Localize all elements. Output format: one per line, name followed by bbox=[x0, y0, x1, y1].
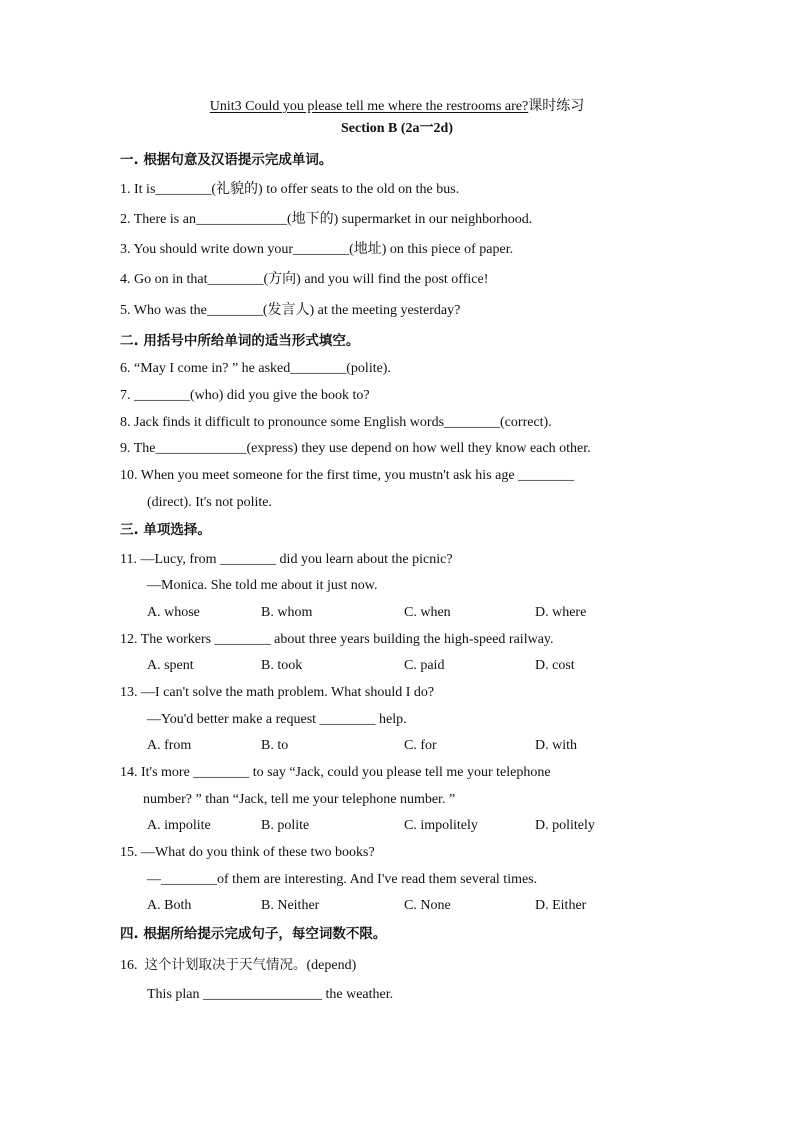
option-a: A. whose bbox=[147, 605, 200, 620]
option-c: C. for bbox=[404, 738, 437, 753]
question-6: 6. “May I come in? ” he asked________(polite). bbox=[120, 361, 391, 376]
option-b: B. Neither bbox=[261, 898, 320, 913]
section-subtitle: Section B (2a一2d) bbox=[341, 121, 453, 136]
question-13-reply: —You'd better make a request ________ help. bbox=[147, 712, 407, 727]
title-suffix: 课时练习 bbox=[528, 99, 585, 114]
question-13: 13. —I can't solve the math problem. What should I do? bbox=[120, 685, 435, 700]
option-b: B. whom bbox=[261, 605, 313, 620]
section-3-heading: 三. 单项选择。 bbox=[120, 522, 211, 538]
worksheet-title bbox=[0, 98, 794, 116]
option-c: C. when bbox=[404, 605, 451, 620]
question-10-continuation: (direct). It's not polite. bbox=[147, 495, 272, 510]
option-c: C. impolitely bbox=[404, 818, 478, 833]
option-a: A. impolite bbox=[147, 818, 211, 833]
question-11-reply: —Monica. She told me about it just now. bbox=[147, 578, 378, 593]
question-7: 7. ________(who) did you give the book to? bbox=[120, 388, 370, 403]
question-15-reply: —________of them are interesting. And I've read them several times. bbox=[147, 872, 538, 887]
question-1: 1. It is________(礼貌的) to offer seats to the old on the bus. bbox=[120, 182, 460, 197]
question-16-hint: (depend) bbox=[306, 958, 357, 973]
question-2: 2. There is an_____________(地下的) supermarket in our neighborhood. bbox=[120, 212, 533, 227]
question-8: 8. Jack finds it difficult to pronounce some English words________(correct). bbox=[120, 415, 552, 430]
option-d: D. with bbox=[535, 738, 577, 753]
option-a: A. Both bbox=[147, 898, 192, 913]
question-10: 10. When you meet someone for the first time, you mustn't ask his age ________ bbox=[120, 468, 575, 483]
option-d: D. Either bbox=[535, 898, 587, 913]
section-2-heading: 二. 用括号中所给单词的适当形式填空。 bbox=[120, 333, 360, 349]
question-16-number: 16. bbox=[120, 958, 138, 973]
question-14: 14. It's more ________ to say “Jack, could you please tell me your telephone bbox=[120, 765, 551, 780]
option-d: D. politely bbox=[535, 818, 595, 833]
option-b: B. to bbox=[261, 738, 289, 753]
title-unit: Unit3 Could you please tell me where the restrooms are? bbox=[209, 99, 529, 114]
option-d: D. cost bbox=[535, 658, 575, 673]
question-9: 9. The_____________(express) they use depend on how well they know each other. bbox=[120, 441, 591, 456]
section-1-heading: 一. 根据句意及汉语提示完成单词。 bbox=[120, 152, 333, 168]
option-b: B. polite bbox=[261, 818, 310, 833]
question-16-chinese: 这个计划取决于天气情况。 bbox=[144, 957, 307, 973]
option-d: D. where bbox=[535, 605, 587, 620]
section-4-heading: 四. 根据所给提示完成句子，每空词数不限。 bbox=[120, 926, 387, 942]
option-a: A. from bbox=[147, 738, 192, 753]
question-5: 5. Who was the________(发言人) at the meeting yesterday? bbox=[120, 303, 461, 318]
option-c: C. paid bbox=[404, 658, 445, 673]
question-16-sentence: This plan _________________ the weather. bbox=[147, 987, 394, 1002]
question-14-continuation: number? ” than “Jack, tell me your telephone number. ” bbox=[143, 792, 456, 807]
question-3: 3. You should write down your________(地址) on this piece of paper. bbox=[120, 242, 514, 257]
question-4: 4. Go on in that________(方向) and you will find the post office! bbox=[120, 272, 489, 287]
question-11: 11. —Lucy, from ________ did you learn about the picnic? bbox=[120, 552, 453, 567]
question-16 bbox=[120, 956, 356, 975]
option-b: B. took bbox=[261, 658, 303, 673]
question-15: 15. —What do you think of these two books? bbox=[120, 845, 375, 860]
option-c: C. None bbox=[404, 898, 451, 913]
question-12: 12. The workers ________ about three years building the high-speed railway. bbox=[120, 632, 554, 647]
option-a: A. spent bbox=[147, 658, 194, 673]
